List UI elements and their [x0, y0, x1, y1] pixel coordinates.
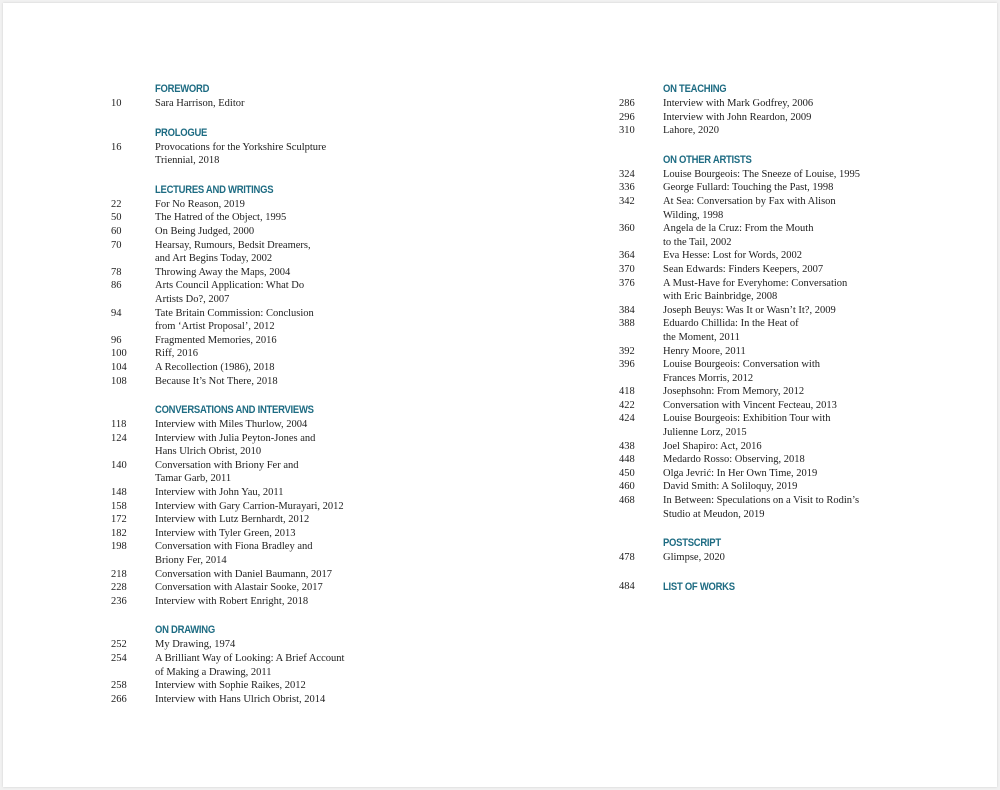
- page-number: 100: [111, 348, 127, 360]
- toc-entry: [619, 412, 979, 439]
- toc-entry: [111, 679, 511, 693]
- entry-title: Sara Harrison, Editor: [155, 98, 245, 109]
- section-foreword: [111, 81, 511, 111]
- entry-title: Louise Bourgeois: Exhibition Tour with Julienne Lorz, 2015: [663, 413, 831, 439]
- entry-title: Conversation with Briony Fer and Tamar Garb, 2011: [155, 459, 299, 485]
- section-heading: POSTSCRIPT: [663, 537, 721, 550]
- section-heading: CONVERSATIONS AND INTERVIEWS: [155, 404, 314, 417]
- entry-title: A Must-Have for Everyhome: Conversation with Eric Bainbridge, 2008: [663, 277, 848, 303]
- toc-entry: [111, 334, 511, 348]
- toc-entry: [619, 222, 979, 249]
- page-number: 324: [619, 168, 635, 180]
- entry-title: Interview with Hans Ulrich Obrist, 2014: [155, 693, 326, 705]
- toc-entry: [111, 266, 511, 280]
- entry-title: Interview with Julia Peyton-Jones and Hans Ulrich Obrist, 2010: [155, 432, 316, 458]
- toc-entry: [619, 249, 979, 263]
- entry-title: Hearsay, Rumours, Bedsit Dreamers, and Art Begins Today, 2002: [155, 239, 311, 265]
- section-heading: LIST OF WORKS: [663, 580, 735, 593]
- page-number: 336: [619, 182, 635, 194]
- entry-title: Throwing Away the Maps, 2004: [155, 266, 291, 278]
- toc-entry: [619, 304, 979, 318]
- toc-entry: [111, 198, 511, 212]
- entry-title: Riff, 2016: [155, 348, 198, 360]
- section-on-drawing: [111, 622, 511, 706]
- entry-title: Henry Moore, 2011: [663, 345, 746, 357]
- page-number: 96: [111, 334, 122, 346]
- toc-entry: [111, 279, 511, 306]
- section-list-of-works: [619, 579, 979, 595]
- page-number: 450: [619, 467, 635, 479]
- section-postscript: [619, 535, 979, 565]
- entry-title: Louise Bourgeois: The Sneeze of Louise, 1995: [663, 168, 861, 180]
- page-number: 460: [619, 481, 635, 493]
- page-number: 70: [111, 239, 122, 251]
- page-number: 198: [111, 541, 127, 553]
- page-number: 422: [619, 399, 635, 411]
- page-number: 478: [619, 552, 635, 564]
- page-number: 158: [111, 500, 127, 512]
- section-lectures-and-writings: [111, 182, 511, 388]
- entry-title: Medardo Rosso: Observing, 2018: [663, 454, 805, 466]
- page-number: 104: [111, 361, 127, 373]
- page-number: 266: [111, 693, 127, 705]
- entry-title: Interview with Lutz Bernhardt, 2012: [155, 514, 310, 526]
- toc-entry: [619, 453, 979, 467]
- section-heading-row: [619, 579, 979, 595]
- toc-entry: [619, 181, 979, 195]
- page-number: 448: [619, 454, 635, 466]
- toc-entry: [111, 693, 511, 707]
- entry-title: Tate Britain Commission: Conclusion from ‘Artist Proposal’, 2012: [155, 307, 314, 333]
- entry-title: Interview with Tyler Green, 2013: [155, 527, 296, 539]
- entry-title: Louise Bourgeois: Conversation with Frances Morris, 2012: [663, 359, 821, 384]
- page-number: 140: [111, 459, 127, 471]
- toc-entry: [619, 467, 979, 481]
- page-number: 310: [619, 125, 635, 137]
- page-number: 364: [619, 250, 635, 262]
- entry-title: Angela de la Cruz: From the Mouth to the Tail, 2002: [663, 223, 814, 248]
- page-number: 254: [111, 653, 127, 664]
- page-number: 86: [111, 280, 122, 292]
- page-number: 376: [619, 277, 635, 289]
- page-number: 258: [111, 680, 127, 692]
- toc-entry: [111, 500, 511, 514]
- toc-entry: [111, 211, 511, 225]
- page-number: 418: [619, 386, 635, 398]
- toc-entry: [111, 97, 511, 111]
- toc-entry: [619, 345, 979, 359]
- toc-entry: [619, 124, 979, 138]
- page-number: 148: [111, 487, 127, 499]
- toc-entry: [111, 652, 511, 679]
- toc-entry: [619, 551, 979, 565]
- page-number: 218: [111, 568, 127, 580]
- page-number: 286: [619, 98, 635, 109]
- toc-entry: [111, 432, 511, 459]
- toc-entry: [111, 527, 511, 541]
- toc-entry: [619, 399, 979, 413]
- entry-title: Glimpse, 2020: [663, 552, 725, 564]
- entry-title: The Hatred of the Object, 1995: [155, 212, 287, 224]
- page-number: 10: [111, 98, 122, 109]
- page-number: 296: [619, 111, 635, 123]
- entry-title: Conversation with Vincent Fecteau, 2013: [663, 399, 837, 411]
- entry-title: On Being Judged, 2000: [155, 225, 255, 237]
- entry-title: Joel Shapiro: Act, 2016: [663, 440, 762, 452]
- toc-entry: [111, 486, 511, 500]
- section-heading: ON DRAWING: [155, 624, 215, 637]
- toc-entry: [619, 195, 979, 222]
- toc-entry: [619, 317, 979, 344]
- entry-title: Conversation with Daniel Baumann, 2017: [155, 568, 333, 580]
- toc-entry: [111, 459, 511, 486]
- toc-entry: [111, 581, 511, 595]
- entry-title: Conversation with Alastair Sooke, 2017: [155, 582, 323, 594]
- toc-entry: [111, 418, 511, 432]
- page-number: 370: [619, 263, 635, 275]
- page-number: 108: [111, 375, 127, 387]
- entry-title: David Smith: A Soliloquy, 2019: [663, 481, 798, 493]
- entry-title: A Recollection (1986), 2018: [155, 361, 275, 373]
- section-heading: LECTURES AND WRITINGS: [155, 183, 274, 196]
- page-number: 228: [111, 582, 127, 594]
- entry-title: For No Reason, 2019: [155, 198, 245, 210]
- section-heading: ON TEACHING: [663, 83, 727, 95]
- entry-title: My Drawing, 1974: [155, 639, 236, 651]
- toc-entry: [619, 97, 979, 111]
- page-number: 94: [111, 307, 122, 319]
- entry-title: Fragmented Memories, 2016: [155, 334, 277, 346]
- entry-title: Eva Hesse: Lost for Words, 2002: [663, 250, 802, 262]
- book-spread: [3, 3, 997, 787]
- page-number: 172: [111, 514, 127, 526]
- toc-entry: [619, 480, 979, 494]
- entry-title: Interview with Sophie Raikes, 2012: [155, 680, 306, 692]
- toc-entry: [111, 361, 511, 375]
- toc-entry: [111, 540, 511, 567]
- section-on-other-artists: [619, 152, 979, 521]
- entry-title: Interview with Gary Carrion-Murayari, 2012: [155, 500, 344, 512]
- toc-entry: [619, 277, 979, 304]
- toc-entry: [619, 168, 979, 182]
- entry-title: Sean Edwards: Finders Keepers, 2007: [663, 263, 824, 275]
- entry-title: Lahore, 2020: [663, 125, 719, 137]
- entry-title: Joseph Beuys: Was It or Wasn’t It?, 2009: [663, 304, 836, 316]
- entry-title: Eduardo Chillida: In the Heat of the Moment, 2011: [663, 318, 799, 343]
- toc-entry: [619, 263, 979, 277]
- entry-title: Conversation with Fiona Bradley and Briony Fer, 2014: [155, 541, 313, 567]
- page-number: 424: [619, 413, 635, 425]
- section-conversations-and-interviews: [111, 402, 511, 608]
- toc-entry: [619, 385, 979, 399]
- page-number: 60: [111, 225, 122, 237]
- toc-entry: [619, 440, 979, 454]
- section-prologue: [111, 125, 511, 168]
- toc-entry: [111, 225, 511, 239]
- entry-title: Arts Council Application: What Do Artists Do?, 2007: [155, 280, 305, 305]
- toc-entry: [619, 111, 979, 125]
- entry-title: Provocations for the Yorkshire Sculpture Triennial, 2018: [155, 141, 327, 167]
- page-number: 384: [619, 304, 635, 316]
- page-number: 182: [111, 527, 127, 539]
- entry-title: At Sea: Conversation by Fax with Alison Wilding, 1998: [663, 195, 836, 221]
- page-number: 438: [619, 440, 635, 452]
- entry-title: Interview with John Reardon, 2009: [663, 111, 812, 123]
- entry-title: A Brilliant Way of Looking: A Brief Account of Making a Drawing, 2011: [155, 653, 345, 678]
- section-heading: ON OTHER ARTISTS: [663, 153, 752, 166]
- section-heading: PROLOGUE: [155, 126, 208, 139]
- page-number: 396: [619, 359, 635, 371]
- page-number: 388: [619, 318, 635, 330]
- entry-title: Interview with Robert Enright, 2018: [155, 595, 309, 607]
- toc-entry: [111, 307, 511, 334]
- page-number: 360: [619, 223, 635, 235]
- toc-entry: [111, 595, 511, 609]
- toc-entry: [111, 375, 511, 389]
- entry-title: Olga Jevrić: In Her Own Time, 2019: [663, 467, 818, 479]
- page-number: 50: [111, 212, 122, 224]
- toc-entry: [111, 141, 511, 168]
- page-number: 22: [111, 198, 122, 210]
- section-heading: FOREWORD: [155, 83, 210, 95]
- entry-title: In Between: Speculations on a Visit to Rodin’s Studio at Meudon, 2019: [663, 495, 860, 520]
- toc-entry: [619, 358, 979, 385]
- page-number: 468: [619, 495, 635, 507]
- entry-title: Interview with Miles Thurlow, 2004: [155, 419, 308, 431]
- entry-title: Interview with John Yau, 2011: [155, 487, 284, 499]
- toc-entry: [111, 638, 511, 652]
- page-number: 392: [619, 345, 635, 357]
- entry-title: Because It’s Not There, 2018: [155, 375, 278, 387]
- page-number: 342: [619, 195, 635, 207]
- toc-entry: [111, 239, 511, 266]
- entry-title: Josephsohn: From Memory, 2012: [663, 386, 805, 398]
- page-number: 252: [111, 639, 127, 651]
- page-number: 484: [619, 580, 635, 592]
- toc-entry: [111, 513, 511, 527]
- page-number: 78: [111, 266, 122, 278]
- page-number: 124: [111, 432, 127, 444]
- page-number: 236: [111, 595, 127, 607]
- toc-entry: [111, 347, 511, 361]
- toc-entry: [111, 568, 511, 582]
- toc-entry: [619, 494, 979, 521]
- entry-title: George Fullard: Touching the Past, 1998: [663, 182, 834, 194]
- toc-left-column: [111, 81, 511, 706]
- entry-title: Interview with Mark Godfrey, 2006: [663, 98, 814, 109]
- page-number: 16: [111, 141, 122, 153]
- page-number: 118: [111, 419, 127, 431]
- section-on-teaching: [619, 81, 979, 138]
- toc-right-column: [619, 81, 979, 595]
